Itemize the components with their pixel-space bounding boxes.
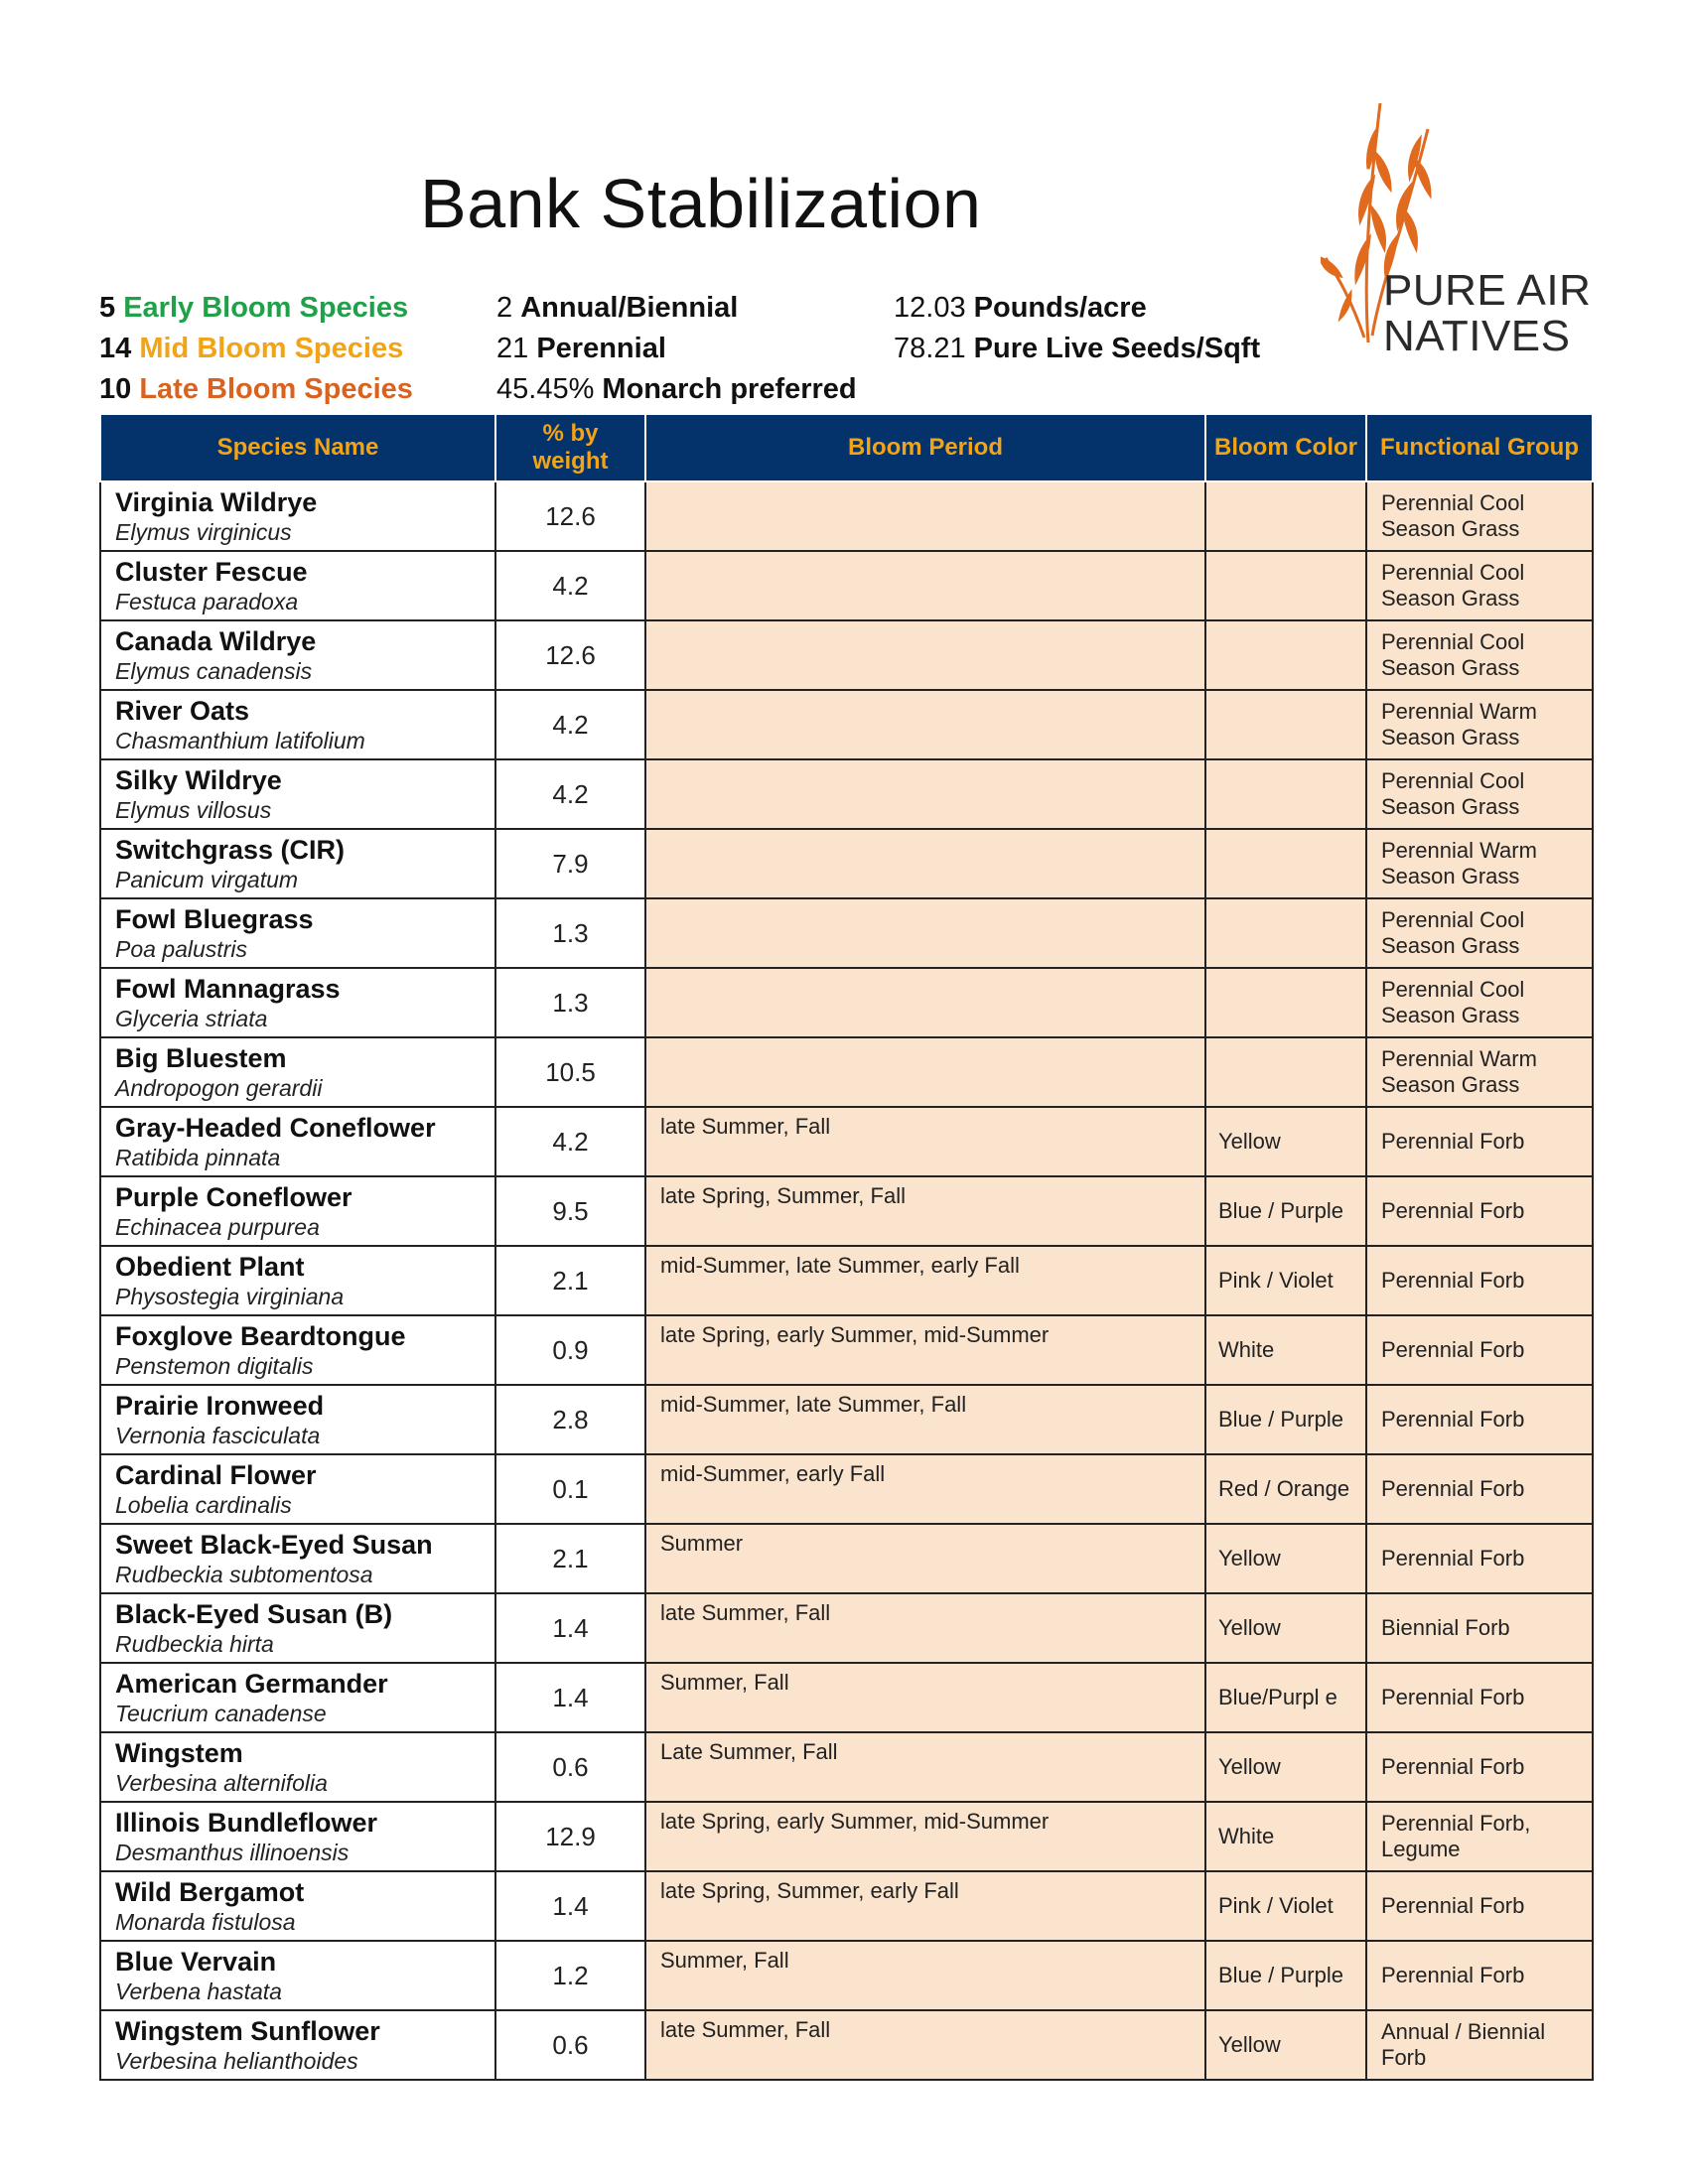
- common-name: Prairie Ironweed: [115, 1390, 325, 1421]
- common-name: Wingstem Sunflower: [115, 2015, 380, 2046]
- common-name: Cluster Fescue: [115, 556, 308, 587]
- species-name-cell: [100, 898, 495, 968]
- common-name: Fowl Bluegrass: [115, 903, 314, 934]
- species-name-cell: [100, 1593, 495, 1663]
- bloom-color-cell: [1205, 898, 1366, 968]
- functional-group-cell: Perennial Forb: [1366, 1385, 1593, 1454]
- functional-group-cell: Annual / Biennial Forb: [1366, 2010, 1593, 2080]
- functional-group-cell: Perennial Cool Season Grass: [1366, 968, 1593, 1037]
- bloom-color-cell: Yellow: [1205, 1593, 1366, 1663]
- species-name-cell: [100, 551, 495, 620]
- scientific-name: Verbesina helianthoides: [115, 2047, 358, 2074]
- functional-group-cell: Perennial Warm Season Grass: [1366, 1037, 1593, 1107]
- bloom-period-cell: [645, 481, 1205, 551]
- common-name: Gray-Headed Coneflower: [115, 1112, 436, 1143]
- bloom-color-cell: [1205, 481, 1366, 551]
- functional-group-cell: Perennial Forb: [1366, 1107, 1593, 1176]
- scientific-name: Teucrium canadense: [115, 1700, 327, 1726]
- common-name: Purple Coneflower: [115, 1181, 352, 1212]
- weight-cell: 0.1: [495, 1454, 645, 1524]
- weight-cell: 1.3: [495, 968, 645, 1037]
- scientific-name: Chasmanthium latifolium: [115, 727, 365, 753]
- table-row: [100, 481, 1593, 551]
- bloom-period-cell: mid-Summer, late Summer, early Fall: [645, 1246, 1205, 1315]
- bloom-color-cell: Blue / Purple: [1205, 1385, 1366, 1454]
- logo-line-2: NATIVES: [1383, 312, 1571, 360]
- header-species-name: Species Name: [100, 414, 495, 481]
- species-name-cell: [100, 1037, 495, 1107]
- common-name: Silky Wildrye: [115, 764, 282, 795]
- bloom-color-cell: [1205, 620, 1366, 690]
- common-name: Wingstem: [115, 1737, 243, 1768]
- early-bloom-stat: 5 Early Bloom Species: [99, 292, 409, 324]
- common-name: Black-Eyed Susan (B): [115, 1598, 393, 1629]
- weight-cell: 10.5: [495, 1037, 645, 1107]
- species-name-cell: [100, 1454, 495, 1524]
- weight-cell: 0.9: [495, 1315, 645, 1385]
- bloom-period-cell: mid-Summer, late Summer, Fall: [645, 1385, 1205, 1454]
- bloom-color-cell: Blue / Purple: [1205, 1941, 1366, 2010]
- bloom-period-cell: Late Summer, Fall: [645, 1732, 1205, 1802]
- common-name: Switchgrass (CIR): [115, 834, 346, 865]
- weight-cell: 1.3: [495, 898, 645, 968]
- common-name: River Oats: [115, 695, 250, 726]
- species-name-cell: [100, 1871, 495, 1941]
- scientific-name: Verbesina alternifolia: [115, 1769, 328, 1796]
- scientific-name: Physostegia virginiana: [115, 1283, 345, 1309]
- functional-group-cell: Perennial Forb: [1366, 1871, 1593, 1941]
- scientific-name: Monarda fistulosa: [115, 1908, 296, 1935]
- header-functional-group: Functional Group: [1366, 414, 1593, 481]
- header-bloom-period: Bloom Period: [645, 414, 1205, 481]
- bloom-period-cell: [645, 690, 1205, 759]
- bloom-stats: [99, 288, 413, 410]
- scientific-name: Lobelia cardinalis: [115, 1491, 292, 1518]
- bloom-color-cell: Blue/Purpl e: [1205, 1663, 1366, 1732]
- functional-group-cell: Perennial Forb: [1366, 1524, 1593, 1593]
- weight-cell: 1.4: [495, 1593, 645, 1663]
- common-name: Foxglove Beardtongue: [115, 1320, 406, 1351]
- weight-cell: 0.6: [495, 1732, 645, 1802]
- bloom-period-cell: [645, 1037, 1205, 1107]
- functional-group-cell: Perennial Cool Season Grass: [1366, 551, 1593, 620]
- header-bloom-color: Bloom Color: [1205, 414, 1366, 481]
- table-row: [100, 1663, 1593, 1732]
- table-row: [100, 1315, 1593, 1385]
- species-name-cell: [100, 1802, 495, 1871]
- bloom-period-cell: late Spring, early Summer, mid-Summer: [645, 1315, 1205, 1385]
- bloom-period-cell: [645, 620, 1205, 690]
- common-name: Wild Bergamot: [115, 1876, 305, 1907]
- table-row: [100, 1524, 1593, 1593]
- common-name: Illinois Bundleflower: [115, 1807, 378, 1838]
- functional-group-cell: Perennial Forb: [1366, 1732, 1593, 1802]
- bloom-period-cell: [645, 551, 1205, 620]
- weight-cell: 4.2: [495, 1107, 645, 1176]
- functional-group-cell: Perennial Warm Season Grass: [1366, 829, 1593, 898]
- bloom-period-cell: late Summer, Fall: [645, 1107, 1205, 1176]
- page-title: Bank Stabilization: [420, 165, 982, 242]
- scientific-name: Rudbeckia hirta: [115, 1630, 274, 1657]
- bloom-period-cell: late Spring, Summer, early Fall: [645, 1871, 1205, 1941]
- functional-group-cell: Perennial Forb: [1366, 1246, 1593, 1315]
- late-bloom-stat: 10 Late Bloom Species: [99, 373, 413, 405]
- scientific-name: Poa palustris: [115, 935, 247, 962]
- bloom-period-cell: late Summer, Fall: [645, 2010, 1205, 2080]
- weight-cell: 12.6: [495, 481, 645, 551]
- bloom-color-cell: [1205, 759, 1366, 829]
- weight-cell: 7.9: [495, 829, 645, 898]
- table-row: [100, 1246, 1593, 1315]
- functional-group-cell: Perennial Cool Season Grass: [1366, 481, 1593, 551]
- weight-cell: 1.4: [495, 1663, 645, 1732]
- species-name-cell: [100, 1663, 495, 1732]
- table-row: [100, 1732, 1593, 1802]
- annual-stat: 2 Annual/Biennial: [496, 292, 739, 324]
- table-row: [100, 1454, 1593, 1524]
- monarch-stat: 45.45% Monarch preferred: [496, 373, 857, 405]
- weight-cell: 1.4: [495, 1871, 645, 1941]
- bloom-color-cell: Yellow: [1205, 1732, 1366, 1802]
- pls-stat: 78.21 Pure Live Seeds/Sqft: [894, 333, 1261, 364]
- bloom-color-cell: Yellow: [1205, 2010, 1366, 2080]
- bloom-period-cell: late Spring, Summer, Fall: [645, 1176, 1205, 1246]
- table-row: [100, 898, 1593, 968]
- table-row: [100, 1385, 1593, 1454]
- table-row: [100, 1037, 1593, 1107]
- table-row: [100, 620, 1593, 690]
- pounds-stat: 12.03 Pounds/acre: [894, 292, 1147, 324]
- species-name-cell: [100, 1107, 495, 1176]
- weight-cell: 12.6: [495, 620, 645, 690]
- species-name-cell: [100, 829, 495, 898]
- bloom-color-cell: Blue / Purple: [1205, 1176, 1366, 1246]
- weight-cell: 2.1: [495, 1246, 645, 1315]
- table-row: [100, 759, 1593, 829]
- table-row: [100, 551, 1593, 620]
- scientific-name: Vernonia fasciculata: [115, 1422, 321, 1448]
- header-weight: % by weight: [495, 414, 645, 481]
- functional-group-cell: Perennial Forb, Legume: [1366, 1802, 1593, 1871]
- table-row: [100, 2010, 1593, 2080]
- table-row: [100, 1107, 1593, 1176]
- species-name-cell: [100, 2010, 495, 2080]
- scientific-name: Elymus canadensis: [115, 657, 313, 684]
- common-name: Sweet Black-Eyed Susan: [115, 1529, 433, 1560]
- functional-group-cell: Perennial Cool Season Grass: [1366, 620, 1593, 690]
- common-name: Cardinal Flower: [115, 1459, 317, 1490]
- table-row: [100, 829, 1593, 898]
- scientific-name: Desmanthus illinoensis: [115, 1839, 350, 1865]
- table-header-row: [100, 414, 1593, 481]
- bloom-period-cell: [645, 829, 1205, 898]
- bloom-color-cell: White: [1205, 1315, 1366, 1385]
- weight-cell: 4.2: [495, 759, 645, 829]
- scientific-name: Ratibida pinnata: [115, 1144, 281, 1170]
- bloom-period-cell: [645, 898, 1205, 968]
- species-name-cell: [100, 1732, 495, 1802]
- weight-cell: 9.5: [495, 1176, 645, 1246]
- table-row: [100, 1941, 1593, 2010]
- bloom-color-cell: [1205, 1037, 1366, 1107]
- scientific-name: Glyceria striata: [115, 1005, 268, 1031]
- bloom-color-cell: Yellow: [1205, 1107, 1366, 1176]
- functional-group-cell: Perennial Forb: [1366, 1315, 1593, 1385]
- bloom-color-cell: White: [1205, 1802, 1366, 1871]
- scientific-name: Festuca paradoxa: [115, 588, 299, 614]
- common-name: Obedient Plant: [115, 1251, 305, 1282]
- bloom-period-cell: Summer, Fall: [645, 1663, 1205, 1732]
- lifecycle-stats: [496, 288, 857, 410]
- scientific-name: Echinacea purpurea: [115, 1213, 320, 1240]
- species-name-cell: [100, 690, 495, 759]
- bloom-period-cell: [645, 968, 1205, 1037]
- bloom-period-cell: Summer, Fall: [645, 1941, 1205, 2010]
- scientific-name: Elymus villosus: [115, 796, 272, 823]
- table-row: [100, 1802, 1593, 1871]
- table-row: [100, 1176, 1593, 1246]
- common-name: Big Bluestem: [115, 1042, 287, 1073]
- functional-group-cell: Perennial Cool Season Grass: [1366, 759, 1593, 829]
- weight-cell: 1.2: [495, 1941, 645, 2010]
- bloom-color-cell: [1205, 551, 1366, 620]
- scientific-name: Verbena hastata: [115, 1978, 282, 2004]
- weight-cell: 0.6: [495, 2010, 645, 2080]
- common-name: American Germander: [115, 1668, 388, 1699]
- bloom-period-cell: Summer: [645, 1524, 1205, 1593]
- scientific-name: Penstemon digitalis: [115, 1352, 314, 1379]
- common-name: Fowl Mannagrass: [115, 973, 341, 1004]
- weight-cell: 12.9: [495, 1802, 645, 1871]
- species-name-cell: [100, 1176, 495, 1246]
- species-name-cell: [100, 1385, 495, 1454]
- perennial-stat: 21 Perennial: [496, 333, 666, 364]
- species-name-cell: [100, 1246, 495, 1315]
- bloom-color-cell: Red / Orange: [1205, 1454, 1366, 1524]
- bloom-period-cell: late Spring, early Summer, mid-Summer: [645, 1802, 1205, 1871]
- species-name-cell: [100, 481, 495, 551]
- common-name: Canada Wildrye: [115, 625, 317, 656]
- table-row: [100, 1871, 1593, 1941]
- functional-group-cell: Perennial Forb: [1366, 1663, 1593, 1732]
- common-name: Virginia Wildrye: [115, 486, 318, 517]
- weight-cell: 2.1: [495, 1524, 645, 1593]
- bloom-color-cell: Pink / Violet: [1205, 1246, 1366, 1315]
- bloom-color-cell: [1205, 829, 1366, 898]
- mid-bloom-stat: 14 Mid Bloom Species: [99, 333, 404, 364]
- table-row: [100, 1593, 1593, 1663]
- common-name: Blue Vervain: [115, 1946, 277, 1977]
- weight-cell: 4.2: [495, 690, 645, 759]
- bloom-color-cell: Yellow: [1205, 1524, 1366, 1593]
- species-name-cell: [100, 968, 495, 1037]
- bloom-period-cell: late Summer, Fall: [645, 1593, 1205, 1663]
- bloom-period-cell: [645, 759, 1205, 829]
- bloom-color-cell: [1205, 690, 1366, 759]
- functional-group-cell: Perennial Forb: [1366, 1941, 1593, 2010]
- table-row: [100, 690, 1593, 759]
- bloom-period-cell: mid-Summer, early Fall: [645, 1454, 1205, 1524]
- logo-wordmark: [1383, 268, 1591, 359]
- logo-line-1: PURE AIR: [1383, 266, 1592, 315]
- weight-cell: 2.8: [495, 1385, 645, 1454]
- seeding-stats: [894, 288, 1260, 369]
- table-row: [100, 968, 1593, 1037]
- functional-group-cell: Perennial Warm Season Grass: [1366, 690, 1593, 759]
- weight-cell: 4.2: [495, 551, 645, 620]
- functional-group-cell: Perennial Cool Season Grass: [1366, 898, 1593, 968]
- functional-group-cell: Perennial Forb: [1366, 1176, 1593, 1246]
- functional-group-cell: Perennial Forb: [1366, 1454, 1593, 1524]
- scientific-name: Rudbeckia subtomentosa: [115, 1561, 373, 1587]
- species-table: [99, 413, 1594, 2081]
- species-name-cell: [100, 759, 495, 829]
- bloom-color-cell: Pink / Violet: [1205, 1871, 1366, 1941]
- functional-group-cell: Biennial Forb: [1366, 1593, 1593, 1663]
- scientific-name: Elymus virginicus: [115, 518, 292, 545]
- species-name-cell: [100, 1941, 495, 2010]
- species-name-cell: [100, 1524, 495, 1593]
- bloom-color-cell: [1205, 968, 1366, 1037]
- scientific-name: Panicum virgatum: [115, 866, 299, 892]
- species-name-cell: [100, 620, 495, 690]
- species-name-cell: [100, 1315, 495, 1385]
- scientific-name: Andropogon gerardii: [115, 1074, 323, 1101]
